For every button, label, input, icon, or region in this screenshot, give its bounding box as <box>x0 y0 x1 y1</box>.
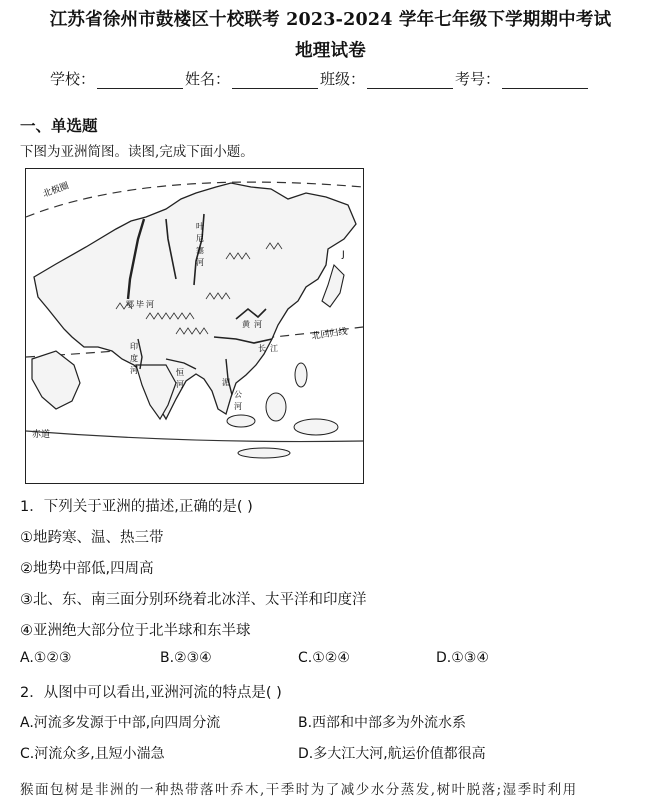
map-label-indus-1: 印 <box>130 342 138 351</box>
school-blank[interactable] <box>97 70 183 89</box>
japan-islands <box>322 265 344 307</box>
q1-option-c[interactable]: C.①②④ <box>298 650 350 666</box>
exam-title-line1: 江苏省徐州市鼓楼区十校联考 2023-2024 学年七年级下学期期中考试 <box>49 10 612 30</box>
q2-stem: 2．从图中可以看出,亚洲河流的特点是( ) <box>20 685 282 701</box>
map-label-mekong-3: 河 <box>234 402 242 411</box>
map-label-yellow-1: 黄 <box>242 320 250 329</box>
q1-option-d[interactable]: D.①③④ <box>436 650 489 666</box>
map-label-ob-1: 鄂 <box>126 300 134 309</box>
q1-statement-4: ④亚洲绝大部分位于北半球和东半球 <box>20 623 251 639</box>
asia-map-svg <box>26 169 363 483</box>
map-label-yellow-2: 河 <box>254 320 262 329</box>
arabian-peninsula <box>32 351 80 409</box>
island-3 <box>294 419 338 435</box>
student-info-row <box>50 68 621 89</box>
map-label-ganges-2: 河 <box>176 380 184 389</box>
asia-map <box>25 168 364 484</box>
map-label-yangtze-1: 长 <box>258 344 266 353</box>
map-label-indus-2: 度 <box>130 354 138 363</box>
map-label-mekong-1: 湄 <box>222 378 230 387</box>
map-label-arctic: 北极圈 <box>41 181 71 200</box>
q1-statement-1: ①地跨寒、温、热三带 <box>20 530 164 546</box>
map-label-yenisei-4: 河 <box>196 258 204 267</box>
map-label-tropic: 北回归线 <box>311 327 349 342</box>
map-label-ob-2: 毕 <box>136 300 144 309</box>
class-label: 班级： <box>320 70 366 88</box>
q2-option-c[interactable]: C.河流众多,且短小湍急 <box>20 746 165 762</box>
map-label-ganges-1: 恒 <box>176 368 184 377</box>
q1-option-a[interactable]: A.①②③ <box>20 650 72 666</box>
class-blank[interactable] <box>367 70 453 89</box>
q1-option-b[interactable]: B.②③④ <box>160 650 212 666</box>
next-question-text: 猴面包树是非洲的一种热带落叶乔木,干季时为了减少水分蒸发,树叶脱落;湿季时利用 <box>20 782 578 798</box>
q2-option-d[interactable]: D.多大江大河,航运价值都很高 <box>298 746 486 762</box>
map-label-j: J <box>342 250 345 260</box>
q2-option-a[interactable]: A.河流多发源于中部,向四周分流 <box>20 715 221 731</box>
map-label-indus-3: 河 <box>130 366 138 375</box>
name-blank[interactable] <box>232 70 318 89</box>
exam-title-line2: 地理试卷 <box>295 41 366 61</box>
map-label-yenisei-1: 叶 <box>196 222 204 231</box>
island-2 <box>266 393 286 421</box>
name-label: 姓名： <box>185 70 231 88</box>
map-label-yangtze-2: 江 <box>270 344 278 353</box>
school-label: 学校： <box>50 70 96 88</box>
island-4 <box>295 363 307 387</box>
q1-statement-2: ②地势中部低,四周高 <box>20 561 154 577</box>
q1-stem: 1．下列关于亚洲的描述,正确的是( ) <box>20 499 253 515</box>
section-title: 一、单选题 <box>20 116 98 135</box>
map-label-yenisei-2: 尼 <box>196 234 204 243</box>
number-blank[interactable] <box>502 70 588 89</box>
map-label-yenisei-3: 塞 <box>196 246 204 255</box>
section-intro: 下图为亚洲简图。读图,完成下面小题。 <box>20 144 254 160</box>
island-5 <box>238 448 290 458</box>
map-label-mekong-2: 公 <box>234 390 242 399</box>
q2-option-b[interactable]: B.西部和中部多为外流水系 <box>298 715 467 731</box>
q1-statement-3: ③北、东、南三面分别环绕着北冰洋、太平洋和印度洋 <box>20 592 367 608</box>
island-1 <box>227 415 255 427</box>
number-label: 考号： <box>455 70 501 88</box>
asia-landmass <box>34 183 356 419</box>
map-label-ob-3: 河 <box>146 300 154 309</box>
map-label-equator: 赤道 <box>32 430 51 440</box>
